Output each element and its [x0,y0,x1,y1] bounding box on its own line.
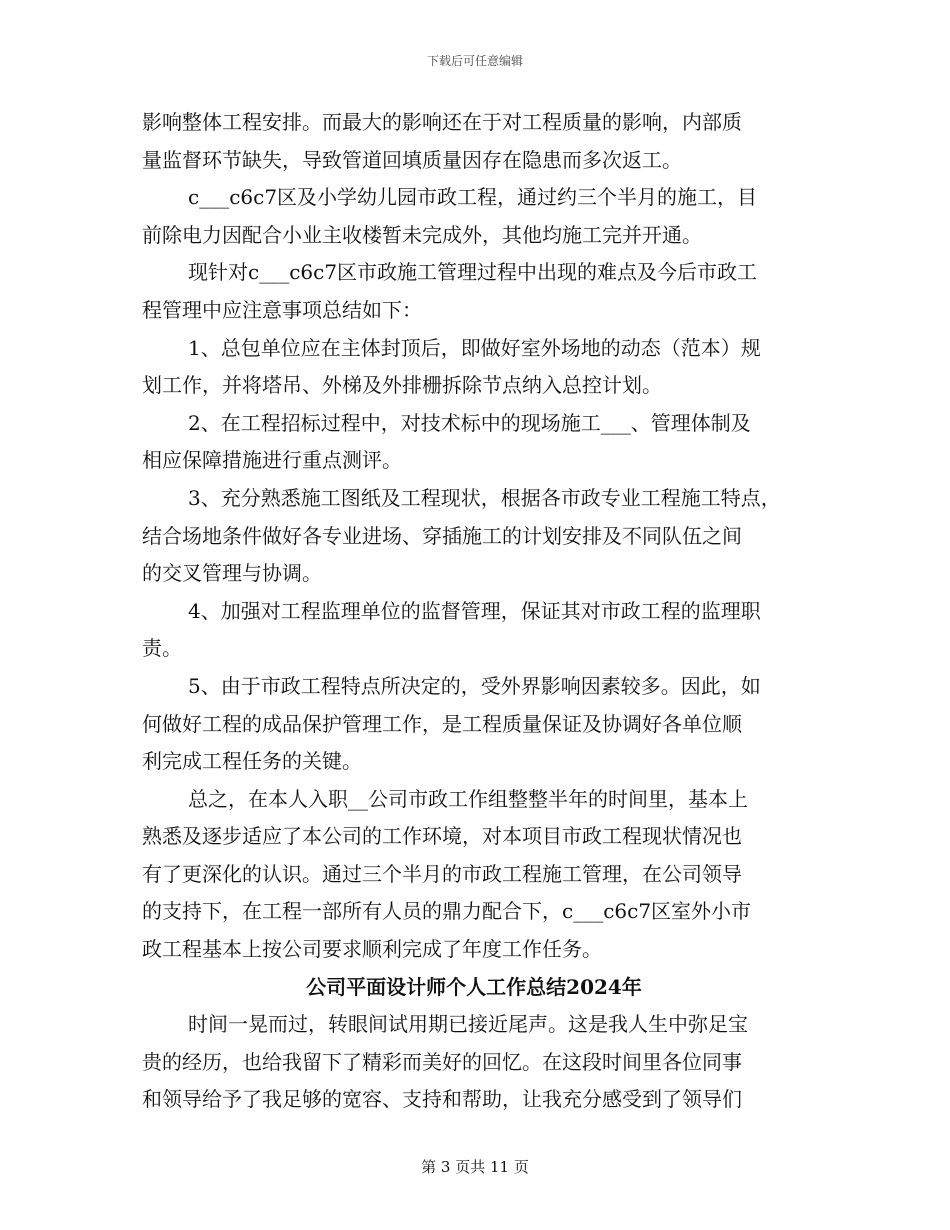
text-line: 结合场地条件做好各专业进场、穿插施工的计划安排及不同队伍之间 [142,523,742,548]
document-body [142,104,822,1119]
text-line: 贵的经历，也给我留下了精彩而美好的回忆。在这段时间里各位同事 [142,1049,742,1074]
list-item-3-line: 3、充分熟悉施工图纸及工程现状，根据各市政专业工程施工特点， [188,485,781,510]
text-line: 利完成工程任务的关键。 [142,749,362,774]
text-line: 相应保障措施进行重点测评。 [142,448,402,473]
page-footer: 第 3 页共 11 页 [421,1158,529,1176]
text-line: 何做好工程的成品保护管理工作，是工程质量保证及协调好各单位顺 [142,711,742,736]
text-line: 现针对c___c6c7区市政施工管理过程中出现的难点及今后市政工 [188,260,758,285]
list-item-2-line: 2、在工程招标过程中，对技术标中的现场施工___、管理体制及 [188,410,751,435]
section-title: 公司平面设计师个人工作总结2024年 [306,974,642,999]
text-line: 前除电力因配合小业主收楼暂未完成外，其他均施工完并开通。 [142,222,702,247]
text-line: 责。 [142,636,182,661]
text-line: 量监督环节缺失，导致管道回填质量因存在隐患而多次返工。 [142,147,682,172]
text-line: 的支持下，在工程一部所有人员的鼎力配合下，c___c6c7区室外小市 [142,899,752,924]
list-item-1-line: 1、总包单位应在主体封顶后，即做好室外场地的动态（范本）规 [188,335,761,360]
text-line: 程管理中应注意事项总结如下： [142,297,422,322]
text-line: 划工作，并将塔吊、外梯及外排栅拆除节点纳入总控计划。 [142,373,662,398]
list-item-4-line: 4、加强对工程监理单位的监督管理，保证其对市政工程的监理职 [188,598,761,623]
text-line: 政工程基本上按公司要求顺利完成了年度工作任务。 [142,937,602,962]
text-line: 的交叉管理与协调。 [142,561,322,586]
text-line: 影响整体工程安排。而最大的影响还在于对工程质量的影响，内部质 [142,110,742,134]
text-line: 有了更深化的认识。通过三个半月的市政工程施工管理，在公司领导 [142,861,742,886]
list-item-5-line: 5、由于市政工程特点所决定的，受外界影响因素较多。因此，如 [188,673,761,698]
text-line: c___c6c7区及小学幼儿园市政工程，通过约三个半月的施工，目 [188,185,758,210]
text-line: 和领导给予了我足够的宽容、支持和帮助，让我充分感受到了领导们 [142,1087,742,1112]
text-line: 总之，在本人入职__公司市政工作组整整半年的时间里，基本上 [188,786,748,811]
page-header: 下载后可任意编辑 [426,54,523,68]
text-line: 熟悉及逐步适应了本公司的工作环境，对本项目市政工程现状情况也 [142,824,742,849]
text-line: 时间一晃而过，转眼间试用期已接近尾声。这是我人生中弥足宝 [188,1012,748,1037]
